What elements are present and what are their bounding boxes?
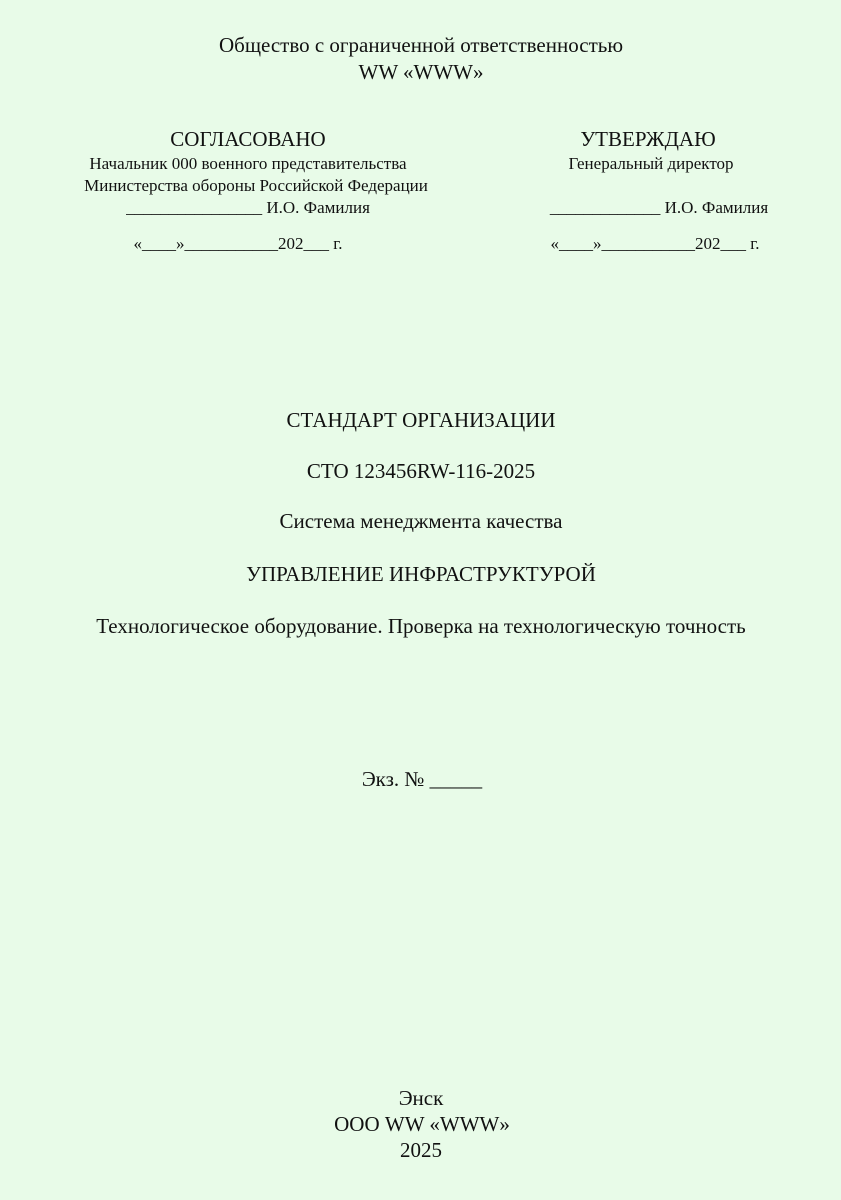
footer-city: Энск xyxy=(398,1086,444,1110)
footer-year: 2025 xyxy=(400,1138,442,1162)
org-name-line2: WW «WWW» xyxy=(358,60,484,84)
approval-right-date: «____»___________202___ г. xyxy=(550,234,760,253)
approval-left-title: СОГЛАСОВАНО xyxy=(170,127,326,151)
approval-right-position-line1: Генеральный директор xyxy=(568,154,734,173)
approval-left-signature: ________________ И.О. Фамилия xyxy=(126,198,370,217)
doc-type: СТАНДАРТ ОРГАНИЗАЦИИ xyxy=(286,408,556,432)
approval-left-position-line1: Начальник 000 военного представительства xyxy=(89,154,407,173)
doc-subject: Технологическое оборудование. Проверка на технологическую точность xyxy=(96,614,746,638)
doc-code: СТО 123456RW-116-2025 xyxy=(306,459,536,483)
approval-right-title: УТВЕРЖДАЮ xyxy=(580,127,716,151)
doc-section: УПРАВЛЕНИЕ ИНФРАСТРУКТУРОЙ xyxy=(246,562,596,586)
footer-org: ООО WW «WWW» xyxy=(334,1112,510,1136)
org-name-line1: Общество с ограниченной ответственностью xyxy=(218,33,624,57)
approval-left-position-line2: Министерства обороны Российской Федерации xyxy=(84,176,428,195)
copy-number: Экз. № _____ xyxy=(361,767,483,791)
doc-system: Система менеджмента качества xyxy=(279,509,563,533)
approval-left-date: «____»___________202___ г. xyxy=(133,234,343,253)
approval-right-signature: _____________ И.О. Фамилия xyxy=(549,198,769,217)
